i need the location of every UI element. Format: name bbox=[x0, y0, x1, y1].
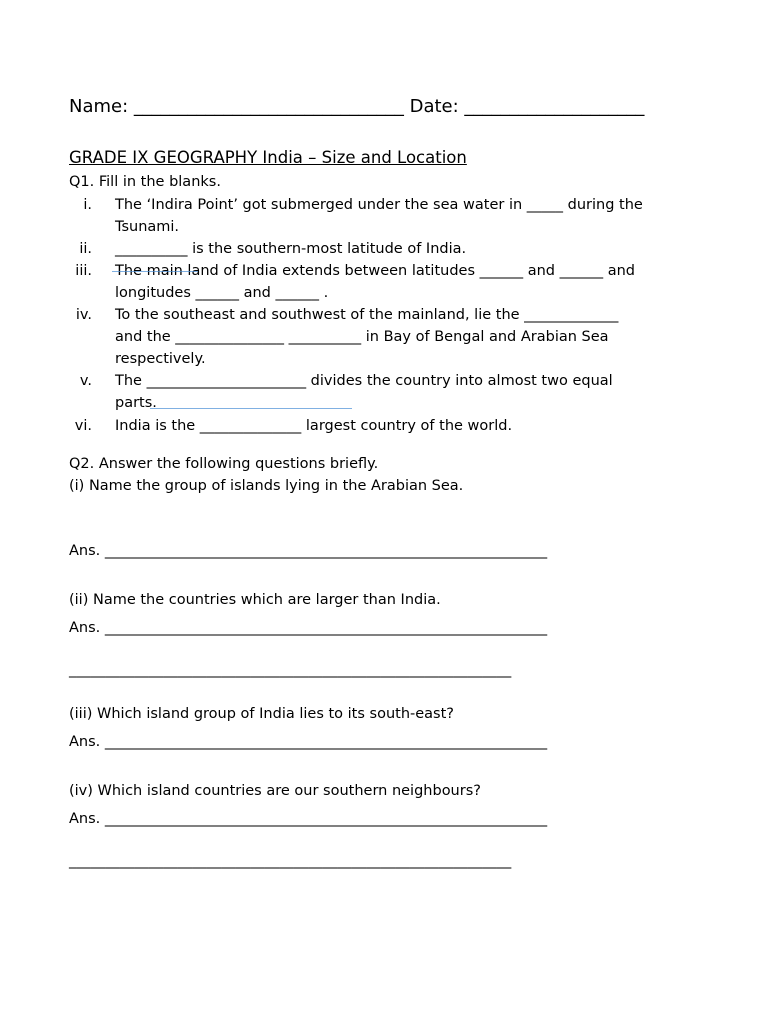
item-text-line: and the _______________ __________ in Bay of Bengal and Arabian Sea bbox=[115, 329, 609, 345]
item-text-line: longitudes ______ and ______ . bbox=[115, 285, 329, 301]
answer-line-ii: Ans. _____________________________________________________________ bbox=[69, 620, 548, 636]
q2-question-iv: (iv) Which island countries are our southern neighbours? bbox=[69, 783, 481, 799]
item-text-line: parts. bbox=[115, 395, 157, 411]
worksheet-title: GRADE IX GEOGRAPHY India – Size and Location bbox=[69, 148, 467, 167]
item-number: i. bbox=[83, 197, 92, 213]
answer-line-ii-continued: _____________________________________________________________ bbox=[69, 662, 512, 678]
item-number: iii. bbox=[75, 263, 92, 279]
q2-question-i: (i) Name the group of islands lying in the Arabian Sea. bbox=[69, 478, 464, 494]
name-date-line: Name: ______________________________ Date: ____________________ bbox=[69, 96, 645, 117]
item-text-line: India is the ______________ largest country of the world. bbox=[115, 418, 513, 434]
item-number: ii. bbox=[79, 241, 92, 257]
item-text-line: respectively. bbox=[115, 351, 206, 367]
item-text-line: The main land of India extends between latitudes ______ and ______ and bbox=[115, 263, 636, 279]
answer-line-iii: Ans. _____________________________________________________________ bbox=[69, 734, 548, 750]
item-number: iv. bbox=[75, 307, 92, 323]
answer-line-iv: Ans. _____________________________________________________________ bbox=[69, 811, 548, 827]
item-text-line: __________ is the southern-most latitude of India. bbox=[115, 241, 467, 257]
q1-instruction: Q1. Fill in the blanks. bbox=[69, 174, 221, 190]
q2-instruction: Q2. Answer the following questions briefly. bbox=[69, 456, 379, 472]
decorative-stroke bbox=[150, 408, 352, 409]
item-text-line: Tsunami. bbox=[115, 219, 180, 235]
answer-line-iv-continued: _____________________________________________________________ bbox=[69, 853, 512, 869]
item-text-line: To the southeast and southwest of the mainland, lie the _____________ bbox=[115, 307, 619, 323]
q2-question-iii: (iii) Which island group of India lies to its south-east? bbox=[69, 706, 454, 722]
item-text-line: The ‘Indira Point’ got submerged under the sea water in _____ during the bbox=[115, 197, 643, 213]
item-number: v. bbox=[79, 373, 92, 389]
item-number: vi. bbox=[74, 418, 92, 434]
decorative-stroke bbox=[112, 271, 198, 272]
answer-line-i: Ans. _____________________________________________________________ bbox=[69, 543, 548, 559]
q2-question-ii: (ii) Name the countries which are larger than India. bbox=[69, 592, 441, 608]
item-text-line: The ______________________ divides the country into almost two equal bbox=[115, 373, 613, 389]
